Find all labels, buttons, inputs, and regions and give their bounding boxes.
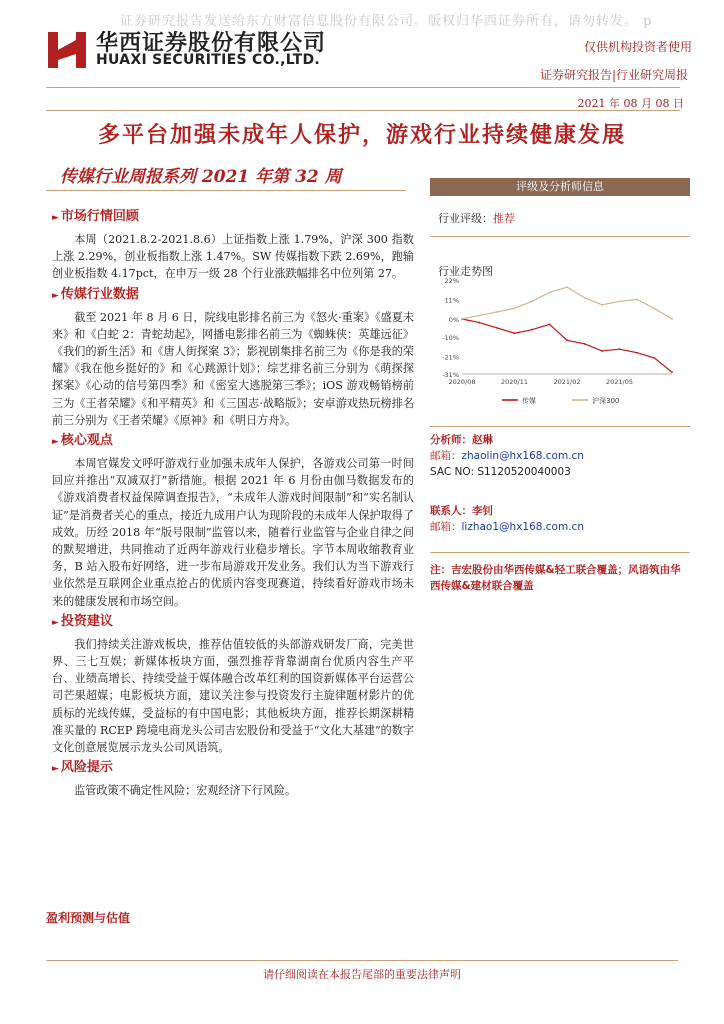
market-paragraph: 本周（2021.8.2-2021.8.6）上证指数上涨 1.79%，沪深 300 指数上涨 2.29%，创业板指数上涨 1.47%。SW 传媒指数下跌 2.69%，跑输创业板指数 4.17pct，在申万一级 28 个行业涨跌幅排名中位列第 27。: [52, 233, 414, 281]
header-rule: [46, 87, 680, 88]
data-point: [479, 315, 481, 317]
industry-rating-value: 推荐: [493, 212, 515, 225]
triangle-icon: ►: [52, 290, 59, 301]
series-line-media: [462, 319, 672, 372]
data-point: [531, 300, 533, 302]
data-point: [514, 332, 516, 334]
data-point: [619, 348, 621, 350]
coverage-note: 注：吉宏股份由华西传媒&轻工联合覆盖；风语筑由华西传媒&建材联合覆盖: [430, 564, 681, 592]
data-point: [636, 299, 638, 301]
watermark: 证券研究报告发送给东方财富信息股份有限公司。版权归华西证券所有，请勿转发。 p: [120, 14, 653, 29]
subtitle-rule: [46, 190, 406, 191]
contact-email[interactable]: lizhao1@hx168.com.cn: [461, 521, 584, 533]
data-point: [636, 352, 638, 354]
footer-rule: [46, 960, 678, 961]
data-point: [601, 350, 603, 352]
analyst-block-1: [430, 432, 690, 480]
data-point: [584, 343, 586, 345]
forecast-heading: 盈利预测与估值: [46, 911, 131, 925]
series-line-hs300: [462, 287, 672, 319]
legend-label: 沪深300: [592, 397, 620, 405]
section-heading-advice: ► 投资建议: [52, 613, 113, 629]
x-tick-label: 2021/02: [553, 378, 581, 386]
industry-rating: 行业评级：推荐: [438, 212, 515, 225]
advice-paragraph: 我们持续关注游戏板块，推荐估值较低的头部游戏研发厂商，完美世界、三七互娱；新媒体板块方面，强烈推荐背靠湖南台优质内容生产平台、业绩高增长、持续受益于媒体融合改革红利的国资新媒体平台运营公司芒果超媒；电影板块方面，建议关注参与投资发行主旋律题材影片的优质标的光线传媒，受益标的有中国电影；其他板块方面，推荐长期深耕精准买量的 RCEP 跨境电商龙头公司吉宏股份和受益于“文化大基建”的数字文化创意展览展示龙头公司风语筑。: [52, 637, 414, 755]
y-tick-label: 11%: [444, 296, 459, 305]
investor-note: 仅供机构投资者使用: [583, 40, 692, 54]
triangle-icon: ►: [52, 764, 59, 775]
x-tick-label: 2020/11: [500, 378, 529, 386]
huaxi-logo-icon: [46, 28, 90, 72]
report-subtitle: 传媒行业周报系列 2021 年第 32 周: [60, 167, 342, 187]
report-date: 2021 年 08 月 08 日: [577, 97, 684, 110]
data-point: [496, 311, 498, 313]
main-column: [52, 208, 414, 802]
contact-name: 联系人：李钊: [430, 505, 493, 517]
note-rule: [430, 552, 690, 553]
contact-email-row: 邮箱：lizhao1@hx168.com.cn: [430, 521, 584, 533]
data-point: [654, 307, 656, 309]
x-tick-label: 2021/05: [605, 378, 634, 386]
analyst-email[interactable]: zhaolin@hx168.com.cn: [461, 450, 584, 462]
legend-label: 传媒: [522, 397, 536, 405]
data-point: [514, 307, 516, 309]
data-point: [461, 318, 463, 320]
y-tick-label: 22%: [444, 277, 459, 285]
data-point: [654, 357, 656, 359]
y-tick-label: -21%: [442, 353, 459, 362]
data-point: [479, 322, 481, 324]
section-heading-market: ► 市场行情回顾: [52, 209, 139, 224]
x-tick-label: 2020/08: [448, 378, 476, 386]
date-rule: [46, 110, 680, 111]
analyst-rule: [430, 426, 690, 427]
data-point: [496, 327, 498, 329]
company-name-cn: 华西证券股份有限公司: [96, 31, 327, 56]
data-point: [566, 286, 568, 288]
sidebar-rule: [430, 236, 690, 237]
data-point: [566, 339, 568, 341]
risk-paragraph: 监管政策不确定性风险；宏观经济下行风险。: [74, 784, 297, 798]
data-point: [549, 292, 551, 294]
data-point: [619, 300, 621, 302]
analyst-email-row: 邮箱：zhaolin@hx168.com.cn: [430, 450, 584, 462]
legal-footer: 请仔细阅读在本报告尾部的重要法律声明: [263, 968, 461, 981]
report-title: 多平台加强未成年人保护，游戏行业持续健康发展: [97, 122, 626, 148]
chart-title: 行业走势图: [438, 265, 493, 278]
section-heading-core: ► 核心观点: [52, 433, 113, 449]
data-point: [531, 329, 533, 331]
triangle-icon: ►: [52, 617, 59, 628]
y-tick-label: -31%: [442, 371, 459, 379]
industry-trend-chart: [432, 274, 690, 412]
y-tick-label: 0%: [448, 316, 459, 325]
core-paragraph: 本周官媒发文呼吁游戏行业加强未成年人保护，各游戏公司第一时间回应并推出“双减双打”新措施。根据 2021 年 6 月份由伽马数据发布的《游戏消费者权益保障调查报告》，“未成年人游戏时间限制”和“实名制认证”是消费者关心的重点，接近九成用户认为现阶段的未成年人保护取得了成效。历经 2018 年“版号限制”监管以来，随着行业监管与企业自律之间的默契增进，共同推动了近两年游戏行业稳步增长。字节本周收缩教育业务，B 站入股布好网络，进一步布局游戏开发业务。我们认为当下游戏行业依然是互联网企业重点抢占的优质内容变现赛道，持续看好游戏市场未来的健康发展和市场空间。: [52, 457, 414, 608]
report-type: 证券研究报告|行业研究周报: [539, 68, 688, 82]
data-point: [549, 323, 551, 325]
company-name-en: HUAXI SECURITIES CO.,LTD.: [96, 52, 321, 68]
sidebar: [430, 178, 690, 285]
data-point: [584, 297, 586, 299]
triangle-icon: ►: [52, 213, 59, 223]
y-tick-label: -10%: [442, 333, 459, 342]
data-point: [671, 318, 673, 320]
section-heading-risk: ► 风险提示: [52, 760, 113, 776]
data-point: [671, 371, 673, 373]
analyst-name: 分析师：赵琳: [430, 434, 493, 446]
section-heading-data: ► 传媒行业数据: [52, 286, 139, 302]
data-point: [601, 304, 603, 306]
data-paragraph: 截至 2021 年 8 月 6 日，院线电影排名前三为《怒火·重案》《盛夏未来》和《白蛇 2：青蛇劫起》，网播电影排名前三为《蜘蛛侠：英雄远征》《我们的新生活》和《唐人街探案 3》；影视剧集排名前三为《你是我的荣耀》《我在他乡挺好的》和《心跳源计划》；综艺排名前三分别为《萌探探探案》《心动的信号第四季》和《密室大逃脱第三季》；iOS 游戏畅销榜前三为《王者荣耀》《和平精英》和《三国志·战略版》；安卓游戏热玩榜排名前三分别为《王者荣耀》《原神》和《明日方舟》。: [52, 310, 414, 427]
triangle-icon: ►: [52, 437, 59, 448]
analyst-block-2: [430, 503, 690, 535]
analyst-sac: SAC NO: S1120520040003: [430, 466, 571, 478]
panel-heading: 评级及分析师信息: [430, 178, 690, 196]
